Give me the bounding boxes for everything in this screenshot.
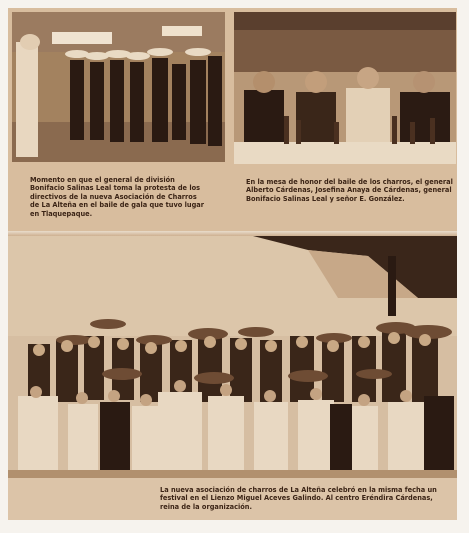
caption-head-table: En la mesa de honor del baile de los charros, el general Alberto Cárdenas, Josefina Anaya de Cárdenas, general Bonifacio Salinas Leal y señor E. González. xyxy=(246,178,453,203)
photo-head-table xyxy=(234,12,456,164)
caption-festival-group: La nueva asociación de charros de La Alteña celebró en la misma fecha un festival en el Lienzo Miguel Aceves Galindo. Al centro Eréndira Cárdenas, reina de la organización. xyxy=(160,486,437,511)
photo-oath-ceremony xyxy=(12,12,225,162)
caption-oath-ceremony: Momento en que el general de división Bonifacio Salinas Leal toma la protesta de los directivos de la nueva Asociación de Charros de La Alteña en el baile de gala que tuvo lugar en Tlaquepaque. xyxy=(30,176,204,218)
photo-festival-group xyxy=(8,236,457,478)
